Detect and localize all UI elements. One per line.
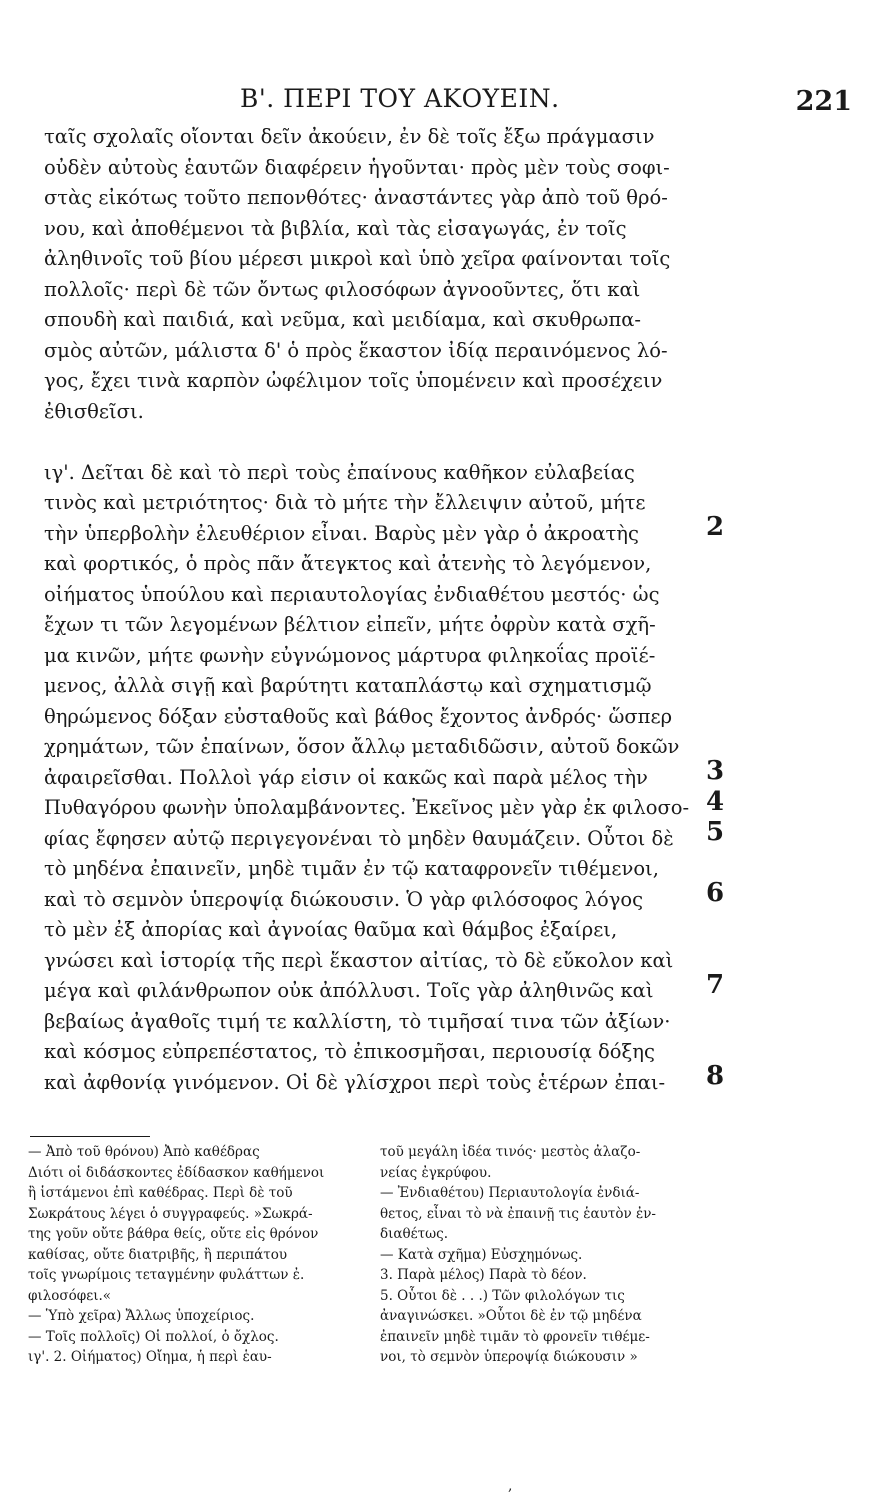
footnote-line: — Ἀπὸ τοῦ θρόνου) Ἀπὸ καθέδρας [28,1144,260,1160]
footnotes-left-column [28,1142,358,1368]
footnote-line: της γοῦν οὔτε βάθρα θείς, οὔτε εἰς θρόνον [28,1226,319,1242]
margin-number: 2 [706,512,725,542]
footnote-line: — Τοῖς πολλοῖς) Οἱ πολλοί, ὁ ὄχλος. [28,1328,279,1345]
text-line: ταῖς σχολαῖς οἴονται δεῖν ἀκούειν, ἐν δὲ τοῖς ἔξω πράγμασιν [44,125,655,148]
text-line: ιγ'. Δεῖται δὲ καὶ τὸ περὶ τοὺς ἐπαίνους καθῆκον εὐλαβείας [44,460,635,484]
text-line: χρημάτων, τῶν ἐπαίνων, ὅσον ἄλλῳ μεταδιδῶσιν, αὐτοῦ δοκῶν [44,735,680,758]
footnote-line: νείας ἐγκρύφου. [380,1164,492,1181]
text-line: γος, ἔχει τινὰ καρπὸν ὠφέλιμον τοῖς ὑπομένειν καὶ προσέχειν [44,369,663,392]
margin-number: 5 [706,817,725,847]
text-line: οὐδὲν αὐτοὺς ἑαυτῶν διαφέρειν ἡγοῦνται· πρὸς μὲν τοὺς σοφι- [44,155,670,179]
footnote-line: 5. Οὗτοι δὲ . . .) Τῶν φιλολόγων τις [380,1287,625,1304]
footnote-line: — Ὑπὸ χεῖρα) Ἄλλως ὑποχείριος. [28,1308,255,1324]
text-line: θηρώμενος δόξαν εὐσταθοῦς καὶ βάθος ἔχοντος ἀνδρός· ὥσπερ [44,704,673,728]
text-line: μενος, ἀλλὰ σιγῇ καὶ βαρύτητι καταπλάστῳ καὶ σχηματισμῷ [44,674,652,697]
margin-number: 3 [706,756,725,786]
text-line: βεβαίως ἀγαθοῖς τιμή τε καλλίστη, τὸ τιμῆσαί τινα τῶν ἀξίων· [44,1009,671,1033]
text-line: νου, καὶ ἀποθέμενοι τὰ βιβλία, καὶ τὰς εἰσαγωγάς, ἐν τοῖς [44,216,627,240]
main-text [44,122,704,1098]
page-header [40,78,852,118]
text-line: σπουδὴ καὶ παιδιά, καὶ νεῦμα, καὶ μειδίαμα, καὶ σκυθρωπα- [44,308,642,331]
footnote-line: διαθέτως. [380,1226,448,1242]
text-line: τὸ μηδένα ἐπαινεῖν, μηδὲ τιμᾶν ἐν τῷ καταφρονεῖν τιθέμενοι, [44,857,659,880]
footnote-line: ἢ ἱστάμενοι ἐπὶ καθέδρας. Περὶ δὲ τοῦ [28,1185,293,1201]
text-line: μέγα καὶ φιλάνθρωπον οὐκ ἀπόλλυσι. Τοῖς γὰρ ἀληθινῶς καὶ [44,979,654,1002]
footnote-line: φιλοσόφει.« [28,1287,112,1304]
footnote-line: — Κατὰ σχῆμα) Εὐσχημόνως. [380,1246,583,1263]
text-line: καὶ ἀφθονίᾳ γινόμενον. Οἱ δὲ γλίσχροι περὶ τοὺς ἑτέρων ἐπαι- [44,1070,666,1094]
text-line: ἔχων τι τῶν λεγομένων βέλτιον εἰπεῖν, μήτε ὀφρὺν κατὰ σχῆ- [44,613,656,636]
footnote-line: ιγ'. 2. Οἰήματος) Οἴημα, ἡ περὶ ἑαυ- [28,1349,272,1365]
text-line: Πυθαγόρου φωνὴν ὑπολαμβάνοντες. Ἐκεῖνος μὲν γὰρ ἐκ φιλοσο- [44,796,690,819]
footnote-line: Διότι οἱ διδάσκοντες ἐδίδασκον καθήμενοι [28,1164,325,1181]
text-line: τινὸς καὶ μετριότητος· διὰ τὸ μήτε τὴν ἔλλειψιν αὐτοῦ, μήτε [44,491,646,514]
footnote-line: νοι, τὸ σεμνὸν ὑπεροψίᾳ διώκουσιν » [380,1349,638,1365]
margin-number: 7 [706,969,725,1000]
text-line: τὸ μὲν ἐξ ἀπορίας καὶ ἀγνοίας θαῦμα καὶ θάμβος ἐξαίρει, [44,918,618,941]
footnote-line: 3. Παρὰ μέλος) Παρὰ τὸ δέον. [380,1267,587,1283]
footnote-rule [30,1136,150,1137]
footnote-line: τοῖς γνωρίμοις τεταγμένην φυλάττων ἐ. [28,1267,305,1283]
text-line: καὶ φορτικός, ὁ πρὸς πᾶν ἄτεγκτος καὶ ἀτενὴς τὸ λεγόμενον, [44,552,652,575]
footnote-line: θετος, εἶναι τὸ νὰ ἐπαινῇ τις ἑαυτὸν ἐν- [380,1205,656,1222]
margin-number: 8 [706,1061,725,1091]
footnote-line: τοῦ μεγάλη ἰδέα τινός· μεστὸς ἀλαζο- [380,1144,641,1160]
footnote-line: ἐπαινεῖν μηδὲ τιμᾶν τὸ φρονεῖν τιθέμε- [380,1328,650,1345]
margin-number: 4 [706,786,725,817]
text-line: οἰήματος ὑπούλου καὶ περιαυτολογίας ἐνδιαθέτου μεστός· ὡς [44,582,660,606]
footnote-line: καθίσας, οὔτε διατριβῆς, ἢ περιπάτου [28,1246,288,1263]
page-number: 221 [795,86,852,117]
text-line: ἀφαιρεῖσθαι. Πολλοὶ γάρ εἰσιν οἱ κακῶς καὶ παρὰ μέλος τὴν [44,765,648,789]
footnote-line: Σωκράτους λέγει ὁ συγγραφεύς. »Σωκρά- [28,1205,313,1222]
text-line: σμὸς αὐτῶν, μάλιστα δ' ὁ πρὸς ἕκαστον ἰδίᾳ περαινόμενος λό- [44,338,668,362]
text-line [44,427,704,458]
text-line: καὶ τὸ σεμνὸν ὑπεροψίᾳ διώκουσιν. Ὁ γὰρ φιλόσοφος λόγος [44,887,644,911]
text-line: στὰς εἰκότως τοῦτο πεπονθότες· ἀναστάντες γὰρ ἀπὸ τοῦ θρό- [44,186,668,209]
text-line: πολλοῖς· περὶ δὲ τῶν ὄντως φιλοσόφων ἀγνοοῦντες, ὅτι καὶ [44,277,641,301]
footnote-line: ἀναγινώσκει. »Οὗτοι δὲ ἐν τῷ μηδένα [380,1308,642,1324]
margin-number: 6 [706,878,725,908]
text-line: καὶ κόσμος εὐπρεπέστατος, τὸ ἐπικοσμῆσαι, περιουσίᾳ δόξης [44,1040,655,1063]
footnotes-right-column [380,1142,710,1368]
text-line: γνώσει καὶ ἱστορίᾳ τῆς περὶ ἕκαστον αἰτίας, τὸ δὲ εὔκολον καὶ [44,948,674,972]
text-line: ἐθισθεῖσι. [44,399,144,423]
footnote-line: — Ἐνδιαθέτου) Περιαυτολογία ἐνδιά- [380,1185,640,1201]
text-line: τὴν ὑπερβολὴν ἐλευθέριον εἶναι. Βαρὺς μὲν γὰρ ὁ ἀκροατὴς [44,521,639,545]
text-line: ἀληθινοῖς τοῦ βίου μέρεσι μικροὶ καὶ ὑπὸ χεῖρα φαίνονται τοῖς [44,247,671,270]
running-head: Β'. ΠΕΡΙ ΤΟΥ ΑΚΟΥΕΙΝ. [240,84,560,113]
text-line: μα κινῶν, μήτε φωνὴν εὐγνώμονος μάρτυρα φιληκοΐας προϊέ- [44,643,656,667]
bottom-mark: , [508,1478,513,1494]
text-line: φίας ἔφησεν αὐτῷ περιγεγονέναι τὸ μηδὲν θαυμάζειν. Οὗτοι δὲ [44,826,674,850]
